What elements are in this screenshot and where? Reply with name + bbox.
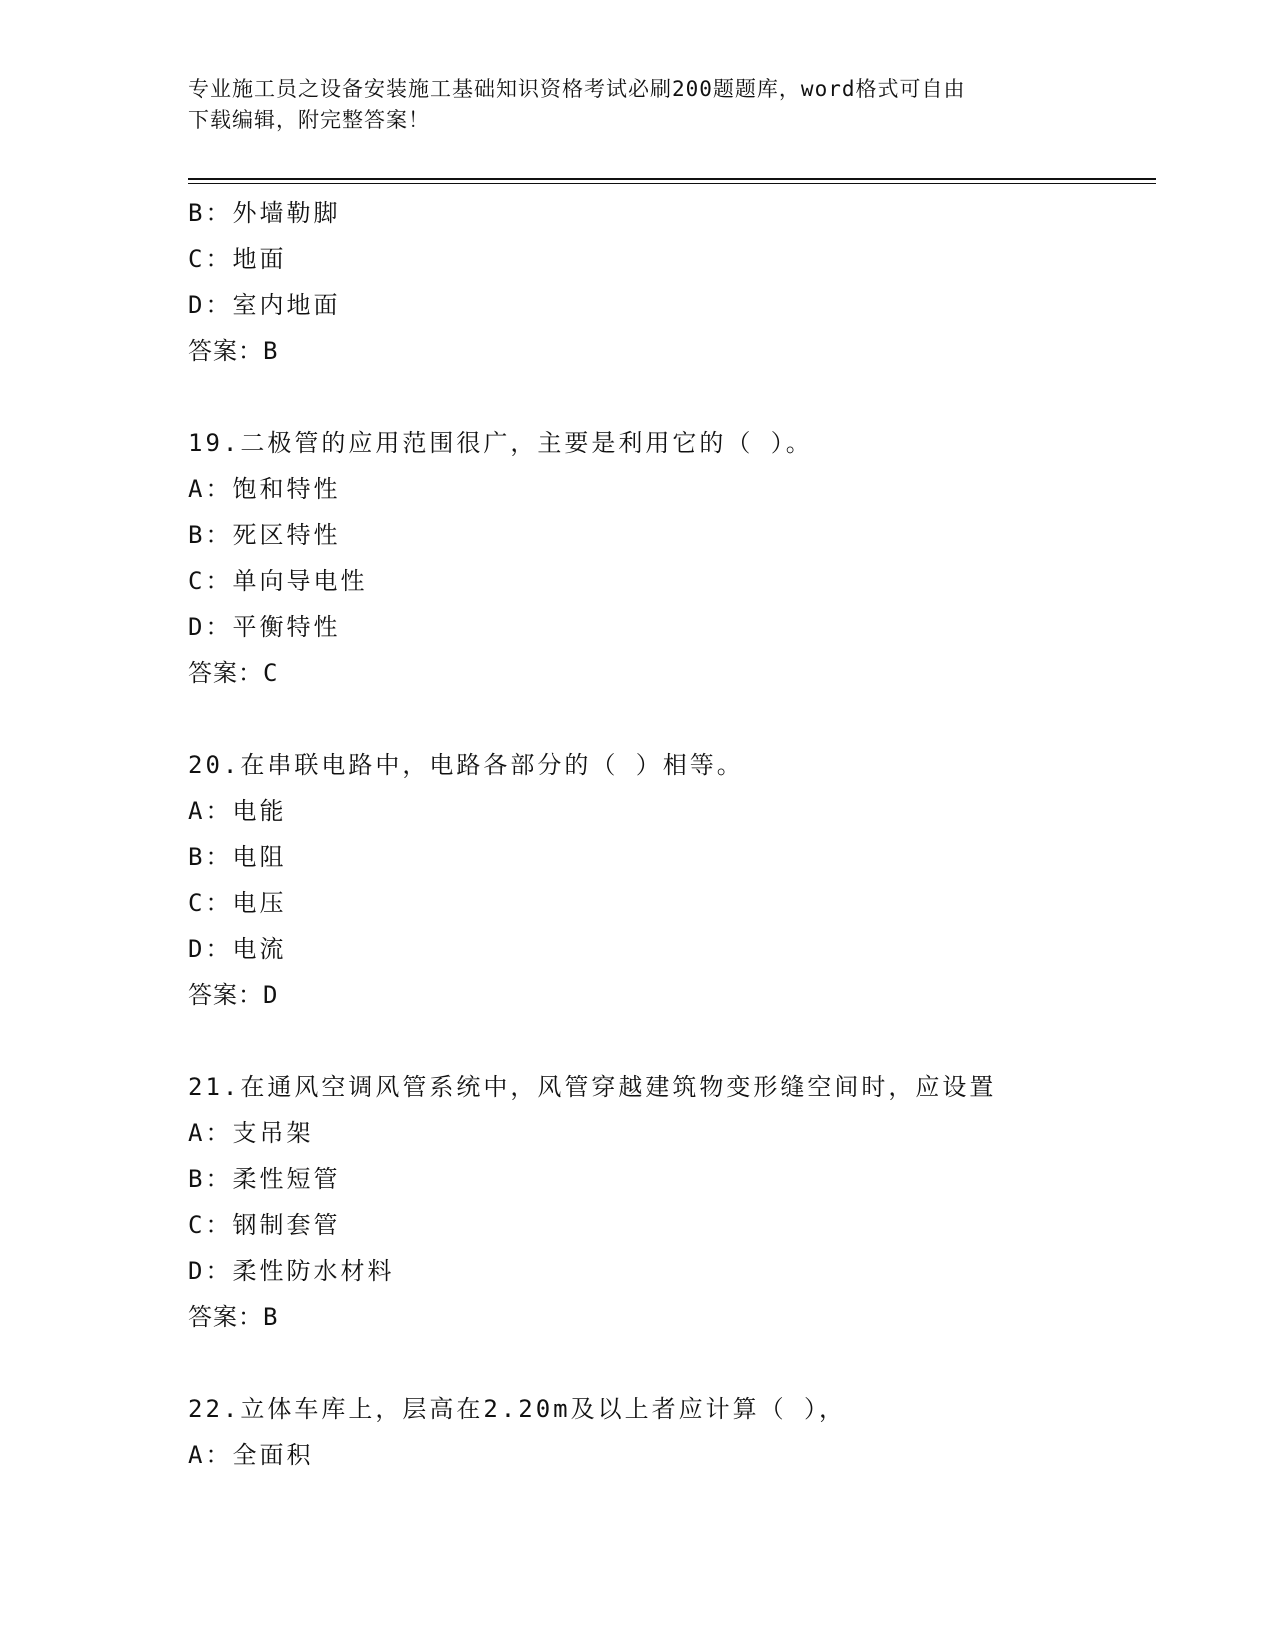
document-header <box>188 74 1088 136</box>
option-c: C：单向导电性 <box>188 567 368 595</box>
option-c: C：地面 <box>188 245 287 273</box>
answer-line: 答案：C <box>188 659 279 687</box>
header-line-2: 下载编辑，附完整答案！ <box>188 108 430 132</box>
option-b: B：柔性短管 <box>188 1165 341 1193</box>
option-b: B：电阻 <box>188 843 287 871</box>
option-a: A：全面积 <box>188 1441 314 1469</box>
option-a: A：电能 <box>188 797 287 825</box>
header-line-1: 专业施工员之设备安装施工基础知识资格考试必刷200题题库，word格式可自由 <box>188 77 966 101</box>
question-text: 21.在通风空调风管系统中，风管穿越建筑物变形缝空间时，应设置 <box>188 1073 997 1101</box>
option-d: D：平衡特性 <box>188 613 341 641</box>
option-b: B：外墙勒脚 <box>188 199 341 227</box>
header-divider-thin <box>188 183 1156 184</box>
question-block-22 <box>188 1386 1156 1478</box>
question-block-18 <box>188 190 1156 374</box>
answer-line: 答案：B <box>188 337 279 365</box>
option-d: D：室内地面 <box>188 291 341 319</box>
option-d: D：柔性防水材料 <box>188 1257 395 1285</box>
option-b: B：死区特性 <box>188 521 341 549</box>
option-a: A：支吊架 <box>188 1119 314 1147</box>
question-text: 20.在串联电路中，电路各部分的（ ）相等。 <box>188 751 744 779</box>
question-block-19 <box>188 420 1156 696</box>
question-block-20 <box>188 742 1156 1018</box>
option-d: D：电流 <box>188 935 287 963</box>
question-text: 22.立体车库上，层高在2.20m及以上者应计算（ ）， <box>188 1395 847 1423</box>
option-c: C：电压 <box>188 889 287 917</box>
header-divider-thick <box>188 178 1156 180</box>
option-a: A：饱和特性 <box>188 475 341 503</box>
answer-line: 答案：D <box>188 981 279 1009</box>
question-text: 19.二极管的应用范围很广，主要是利用它的（ ）。 <box>188 429 813 457</box>
answer-line: 答案：B <box>188 1303 279 1331</box>
question-list <box>188 190 1156 1478</box>
question-block-21 <box>188 1064 1156 1340</box>
option-c: C：钢制套管 <box>188 1211 341 1239</box>
